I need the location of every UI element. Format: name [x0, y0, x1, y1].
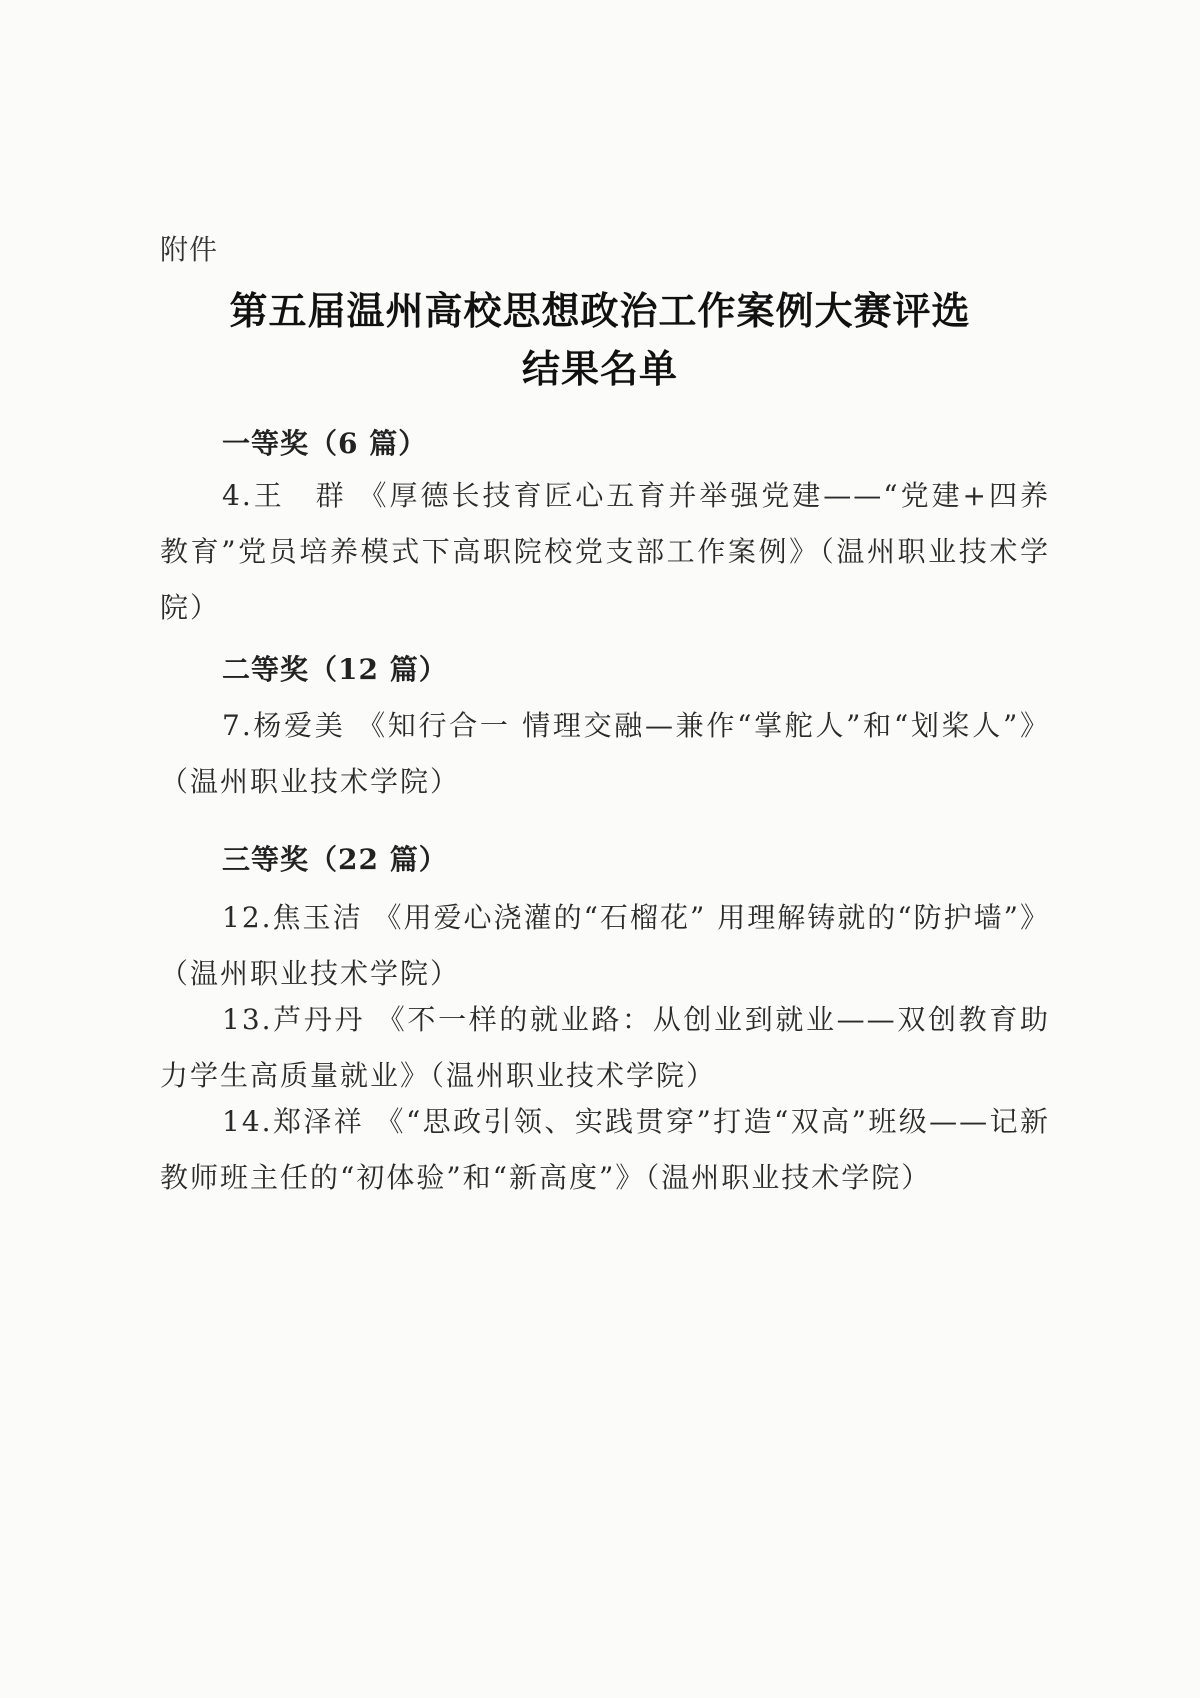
attachment-label: 附件: [160, 233, 219, 266]
document-title-line2: 结果名单: [521, 346, 678, 391]
section-heading-first-prize: 一等奖（6 篇）: [222, 427, 428, 460]
document-title: 第五届温州高校思想政治工作案例大赛评选: [229, 288, 971, 333]
award-entry: 12.焦玉洁 《用爱心浇灌的“石榴花” 用理解铸就的“防护墙”》（温州职业技术学院）: [160, 901, 1050, 990]
award-entry: 14.郑泽祥 《“思政引领、实践贯穿”打造“双高”班级——记新教师班主任的“初体验”和“新高度”》（温州职业技术学院）: [160, 1105, 1050, 1194]
section-heading-second-prize: 二等奖（12 篇）: [222, 653, 448, 686]
award-entry: 13.芦丹丹 《不一样的就业路：从创业到就业——双创教育助力学生高质量就业》（温州职业技术学院）: [160, 1003, 1050, 1092]
award-entry: 7.杨爱美 《知行合一 情理交融—兼作“掌舵人”和“划桨人”》（温州职业技术学院）: [160, 709, 1050, 798]
award-entry: 4.王 群 《厚德长技育匠心五育并举强党建——“党建+四养教育”党员培养模式下高职院校党支部工作案例》（温州职业技术学院）: [160, 479, 1050, 624]
section-heading-third-prize: 三等奖（22 篇）: [222, 843, 448, 876]
